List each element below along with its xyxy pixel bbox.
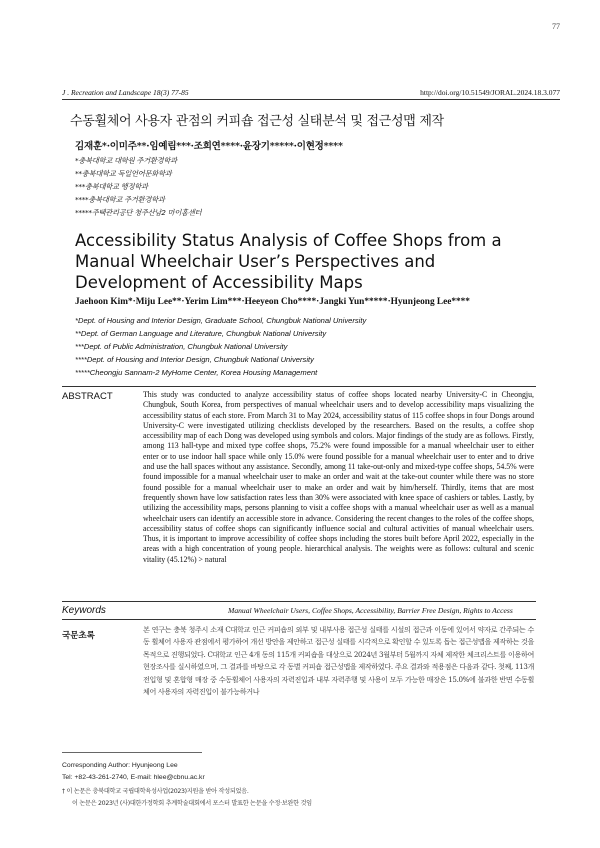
doi-link[interactable]: http://doi.org/10.51549/JORAL.2024.18.3.077 — [420, 88, 560, 97]
korean-affiliation-1: *충북대학교 대학원 주거환경학과 — [75, 156, 177, 165]
footnote-rule — [62, 752, 202, 753]
korean-abstract-label: 국문초록 — [62, 631, 95, 641]
english-affiliation-5: *****Cheongju Sannam-2 MyHome Center, Korea Housing Management — [75, 368, 318, 377]
header-rule — [62, 99, 560, 100]
page-number: 77 — [552, 22, 560, 31]
contact-info: Tel: +82-43-261-2740, E-mail: hlee@cbnu.ac.kr — [62, 774, 205, 781]
korean-authors: 김재훈*·이미주**·임예림***·조희연****·윤장기*****·이현정**** — [75, 141, 343, 152]
abstract-label: ABSTRACT — [62, 391, 113, 402]
abstract-text: This study was conducted to analyze accessibility status of coffee shops located nearby University-C in Cheongju, Chungbuk, South Korea, from perspectives of manual wheelchair users and to develop accessibility maps visualizing the accessibility status of each store. From March 31 to May 2024, accessibility status of 115 coffee shops in four Dongs around University-C were investigated utilizing checklists developed by the researchers. Based on the results, a coffee shop accessibility map of each Dong was developed using symbols and colors. Major findings of the study are as follows. Firstly, among 113 hall-type and mixed type coffee shops, 75.2% were found impossible for a manual wheelchair user to either enter or to use indoor hall space while only 15.0% were found possible for a manual wheelchair user to enter and to drive and use the hall spaces without any assistance. Secondly, among 11 take-out-only and mixed-type coffee shops, 54.5% were found impossible for a manual wheelchair user to make an order and wait at the take-out counter while there was no store found possible for a manual wheelchair user to make an order and wait by him/herself. Thirdly, items that are most frequently shown have low satisfaction rates less than 30% were associated with knee space of cashiers or tables. Lastly, by utilizing the accessibility maps, persons planning to visit a coffee shops with a manual wheelchair user as well as a manual wheelchair users can identify an accessible store in advance. Considering the recent changes to the roles of the coffee shops, accessibility status of coffee shops can significantly influence social and cultural activities of manual wheelchair users. Thus, it is important to improve accessibility of coffee shops including the stores built before April 2022, especially in the areas with a high concentration of young people. hierarchical analysis. The weights were as follows: cultural and scenic vitality (45.12%) > natural — [143, 390, 534, 564]
journal-citation: J . Recreation and Landscape 18(3) 77-85 — [62, 88, 189, 97]
presentation-note: 이 논문은 2023년 (사)대한가정학회 추계학술대회에서 포스터 발표한 논문을 수정·보완한 것임 — [72, 800, 312, 807]
abstract-top-rule — [62, 386, 536, 387]
korean-abstract-text: 본 연구는 충북 청주시 소재 C대학교 인근 커피숍의 외부 및 내부사용 접근성 실태를 시설의 접근과 이동에 있어서 약자로 간주되는 수동 휠체어 사용자 관점에서 평가하여 개선 방안을 제안하고 접근성 실태를 시각적으로 확인할 수 있도록 돕는 접근성맵을 제작하는 것을 목적으로 진행되었다. C대학교 인근 4개 동의 115개 커피숍을 대상으로 2024년 3월부터 5월까지 자체 제작한 체크리스트를 이용하여 현장조사를 실시하였으며, 그 결과를 바탕으로 각 동별 커피숍 접근성맵을 제작하였다. 주요 결과와 적용점은 다음과 같다. 첫째, 113개 전입형 및 혼합형 매장 중 수동휠체어 사용자의 자력진입과 내부 자력주행 및 사용이 모두 가능한 매장은 15.0%에 불과한 반면 수동휠체어 사용자의 자력진입이 불가능하거나 — [143, 625, 534, 697]
korean-title: 수동휠체어 사용자 관점의 커피숍 접근성 실태분석 및 접근성맵 제작 — [70, 114, 444, 129]
korean-affiliation-5: *****주택관리공단 청주산남2 마이홈센터 — [75, 208, 202, 217]
english-affiliation-2: **Dept. of German Language and Literature, Chungbuk National University — [75, 329, 327, 338]
english-authors: Jaehoon Kim*·Miju Lee**·Yerim Lim***·Heeyeon Cho****·Jangki Yun*****·Hyunjeong Lee**** — [75, 297, 470, 307]
funding-note: † 이 논문은 충북대학교 국립대학육성사업(2023)지원을 받아 작성되었음. — [62, 788, 249, 795]
keywords-text: Manual Wheelchair Users, Coffee Shops, Accessibility, Barrier Free Design, Rights to Access — [228, 606, 513, 615]
korean-affiliation-2: **충북대학교 독일언어문화학과 — [75, 169, 172, 178]
english-affiliation-4: ****Dept. of Housing and Interior Design, Chungbuk National University — [75, 355, 314, 364]
english-title: Accessibility Status Analysis of Coffee Shops from a Manual Wheelchair User’s Perspectives and Development of Accessibility Maps — [75, 231, 502, 292]
english-affiliation-3: ***Dept. of Public Administration, Chungbuk National University — [75, 342, 288, 351]
korean-affiliation-3: ***충북대학교 행정학과 — [75, 182, 148, 191]
corresponding-author: Corresponding Author: Hyunjeong Lee — [62, 762, 178, 769]
keywords-label: Keywords — [62, 605, 106, 616]
keywords-bottom-rule — [62, 619, 536, 620]
keywords-top-rule — [62, 601, 536, 602]
english-affiliation-1: *Dept. of Housing and Interior Design, Graduate School, Chungbuk National University — [75, 316, 367, 325]
korean-affiliation-4: ****충북대학교 주거환경학과 — [75, 195, 165, 204]
